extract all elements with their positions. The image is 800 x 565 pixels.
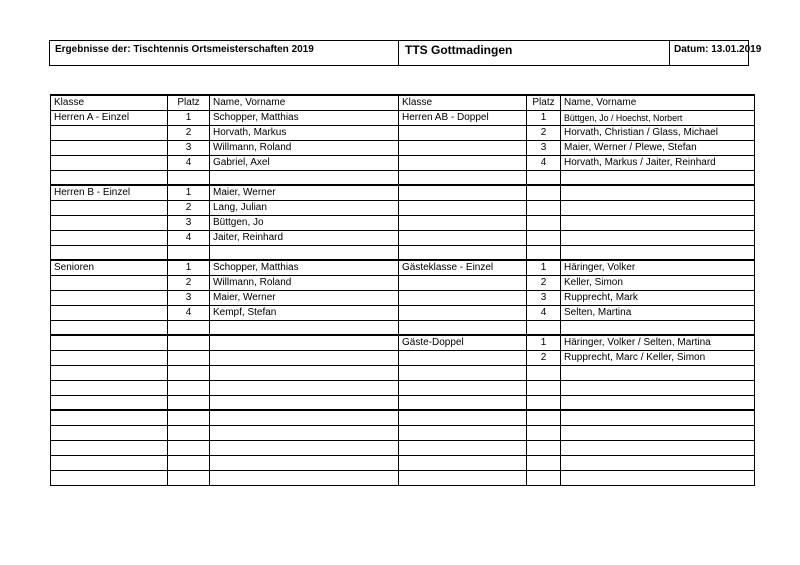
table-row: [51, 471, 755, 486]
cell-klasse-left: [51, 366, 168, 380]
cell-name-right: [561, 231, 755, 245]
cell-klasse-left: [51, 471, 168, 485]
col-name-right: Name, Vorname: [561, 96, 755, 110]
cell-name-right: Rupprecht, Marc / Keller, Simon: [561, 351, 755, 365]
cell-name-right: [561, 216, 755, 230]
cell-platz-right: [527, 231, 561, 245]
cell-platz-left: [168, 441, 210, 455]
cell-name-right: [561, 411, 755, 425]
cell-platz-right: [527, 471, 561, 485]
cell-name-right: Häringer, Volker: [561, 261, 755, 275]
cell-platz-right: [527, 186, 561, 200]
cell-platz-left: [168, 351, 210, 365]
cell-platz-right: 3: [527, 291, 561, 305]
cell-klasse-right: Gäste-Doppel: [399, 336, 527, 350]
cell-klasse-right: [399, 291, 527, 305]
cell-klasse-right: [399, 306, 527, 320]
cell-klasse-right: [399, 396, 527, 409]
cell-platz-left: 3: [168, 141, 210, 155]
cell-platz-left: 2: [168, 126, 210, 140]
cell-klasse-left: [51, 276, 168, 290]
cell-klasse-left: [51, 456, 168, 470]
cell-klasse-left: [51, 396, 168, 409]
cell-name-left: [210, 336, 399, 350]
header-date-cell: [670, 41, 762, 65]
cell-klasse-left: Herren A - Einzel: [51, 111, 168, 125]
cell-name-left: [210, 456, 399, 470]
event-date: Datum: 13.01.2019: [674, 44, 762, 55]
cell-klasse-left: [51, 426, 168, 440]
table-row: [51, 291, 755, 306]
cell-name-right: [561, 321, 755, 334]
cell-klasse-left: [51, 141, 168, 155]
cell-name-left: [210, 381, 399, 395]
cell-platz-right: [527, 201, 561, 215]
table-row: [51, 411, 755, 426]
cell-klasse-right: [399, 351, 527, 365]
cell-platz-left: [168, 426, 210, 440]
cell-klasse-left: [51, 441, 168, 455]
cell-name-left: Kempf, Stefan: [210, 306, 399, 320]
cell-klasse-right: [399, 366, 527, 380]
cell-name-right: [561, 396, 755, 409]
event-title: Ergebnisse der: Tischtennis Ortsmeisterschaften 2019: [55, 44, 314, 55]
cell-platz-right: 1: [527, 336, 561, 350]
col-klasse-right: Klasse: [399, 96, 527, 110]
cell-klasse-right: [399, 426, 527, 440]
cell-name-left: Willmann, Roland: [210, 276, 399, 290]
cell-platz-right: 2: [527, 126, 561, 140]
cell-platz-left: 3: [168, 291, 210, 305]
cell-klasse-left: [51, 411, 168, 425]
table-row: [51, 351, 755, 366]
cell-platz-left: 2: [168, 276, 210, 290]
cell-name-right: [561, 246, 755, 259]
cell-klasse-left: [51, 381, 168, 395]
cell-platz-right: [527, 321, 561, 334]
table-row: [51, 186, 755, 201]
cell-klasse-left: [51, 231, 168, 245]
cell-klasse-left: Herren B - Einzel: [51, 186, 168, 200]
cell-platz-right: [527, 441, 561, 455]
table-row: [51, 396, 755, 411]
cell-klasse-right: [399, 171, 527, 184]
header-club-cell: [399, 41, 670, 65]
cell-platz-left: 1: [168, 261, 210, 275]
cell-name-left: Büttgen, Jo: [210, 216, 399, 230]
cell-klasse-right: [399, 456, 527, 470]
table-row: [51, 231, 755, 246]
cell-name-right: [561, 381, 755, 395]
cell-name-left: Horvath, Markus: [210, 126, 399, 140]
header-box: [49, 40, 762, 66]
cell-name-right: Häringer, Volker / Selten, Martina: [561, 336, 755, 350]
cell-name-right: Horvath, Markus / Jaiter, Reinhard: [561, 156, 755, 170]
cell-platz-right: [527, 426, 561, 440]
table-row: [51, 276, 755, 291]
table-row: [51, 426, 755, 441]
cell-name-left: [210, 426, 399, 440]
cell-klasse-left: [51, 171, 168, 184]
cell-name-right: [561, 441, 755, 455]
cell-name-right: [561, 366, 755, 380]
cell-name-left: Maier, Werner: [210, 186, 399, 200]
cell-klasse-right: [399, 471, 527, 485]
cell-klasse-left: [51, 336, 168, 350]
cell-platz-left: [168, 246, 210, 259]
results-table: [50, 94, 755, 486]
cell-name-right: [561, 471, 755, 485]
cell-platz-right: [527, 411, 561, 425]
cell-name-left: [210, 366, 399, 380]
cell-platz-right: 1: [527, 111, 561, 125]
cell-platz-left: 3: [168, 216, 210, 230]
cell-platz-right: [527, 396, 561, 409]
cell-name-left: [210, 351, 399, 365]
cell-klasse-right: [399, 126, 527, 140]
table-header-row: [51, 96, 755, 111]
cell-name-left: Schopper, Matthias: [210, 261, 399, 275]
cell-name-right: Maier, Werner / Plewe, Stefan: [561, 141, 755, 155]
cell-klasse-right: [399, 441, 527, 455]
col-name-left: Name, Vorname: [210, 96, 399, 110]
cell-name-left: [210, 471, 399, 485]
table-row: [51, 111, 755, 126]
table-row: [51, 156, 755, 171]
cell-name-left: Gabriel, Axel: [210, 156, 399, 170]
cell-klasse-left: [51, 306, 168, 320]
table-row: [51, 216, 755, 231]
cell-klasse-left: [51, 126, 168, 140]
cell-platz-left: [168, 336, 210, 350]
table-row: [51, 126, 755, 141]
cell-klasse-left: [51, 291, 168, 305]
cell-klasse-right: Gästeklasse - Einzel: [399, 261, 527, 275]
cell-klasse-right: [399, 216, 527, 230]
col-platz-right: Platz: [527, 96, 561, 110]
cell-name-right: [561, 186, 755, 200]
cell-platz-right: [527, 216, 561, 230]
cell-klasse-right: [399, 186, 527, 200]
cell-platz-right: 1: [527, 261, 561, 275]
table-row: [51, 336, 755, 351]
cell-platz-right: 2: [527, 276, 561, 290]
table-row: [51, 321, 755, 336]
cell-platz-left: 4: [168, 156, 210, 170]
cell-platz-right: [527, 381, 561, 395]
cell-platz-left: 4: [168, 306, 210, 320]
cell-platz-left: [168, 366, 210, 380]
cell-platz-left: 1: [168, 186, 210, 200]
header-event-cell: [50, 41, 399, 65]
cell-platz-left: [168, 171, 210, 184]
cell-name-right: Horvath, Christian / Glass, Michael: [561, 126, 755, 140]
cell-name-left: [210, 246, 399, 259]
cell-platz-right: 4: [527, 156, 561, 170]
cell-name-right: Rupprecht, Mark: [561, 291, 755, 305]
cell-klasse-right: [399, 141, 527, 155]
cell-name-left: Willmann, Roland: [210, 141, 399, 155]
cell-platz-left: [168, 396, 210, 409]
cell-platz-left: 4: [168, 231, 210, 245]
table-row: [51, 306, 755, 321]
cell-platz-right: [527, 456, 561, 470]
cell-name-left: [210, 396, 399, 409]
cell-name-left: Lang, Julian: [210, 201, 399, 215]
cell-platz-right: [527, 171, 561, 184]
cell-name-right: Büttgen, Jo / Hoechst, Norbert: [561, 111, 755, 125]
cell-platz-right: [527, 246, 561, 259]
table-row: [51, 171, 755, 186]
cell-platz-left: [168, 471, 210, 485]
cell-name-right: Keller, Simon: [561, 276, 755, 290]
cell-name-left: Maier, Werner: [210, 291, 399, 305]
table-row: [51, 381, 755, 396]
cell-klasse-right: [399, 321, 527, 334]
cell-name-right: [561, 456, 755, 470]
cell-platz-left: [168, 456, 210, 470]
col-klasse-left: Klasse: [51, 96, 168, 110]
table-row: [51, 246, 755, 261]
cell-klasse-left: [51, 201, 168, 215]
table-row: [51, 456, 755, 471]
table-row: [51, 261, 755, 276]
cell-klasse-left: [51, 216, 168, 230]
table-row: [51, 441, 755, 456]
cell-name-right: [561, 171, 755, 184]
cell-klasse-left: Senioren: [51, 261, 168, 275]
cell-name-right: [561, 201, 755, 215]
cell-platz-left: [168, 321, 210, 334]
cell-name-left: [210, 411, 399, 425]
table-row: [51, 366, 755, 381]
cell-name-right: [561, 426, 755, 440]
cell-klasse-right: [399, 246, 527, 259]
cell-name-left: [210, 171, 399, 184]
cell-klasse-left: [51, 246, 168, 259]
cell-platz-left: [168, 411, 210, 425]
cell-klasse-right: [399, 381, 527, 395]
club-name: TTS Gottmadingen: [405, 43, 513, 57]
table-row: [51, 141, 755, 156]
cell-klasse-right: [399, 156, 527, 170]
cell-klasse-left: [51, 156, 168, 170]
cell-klasse-left: [51, 351, 168, 365]
cell-name-left: Schopper, Matthias: [210, 111, 399, 125]
col-platz-left: Platz: [168, 96, 210, 110]
cell-klasse-right: [399, 276, 527, 290]
cell-platz-right: 4: [527, 306, 561, 320]
cell-name-right: Selten, Martina: [561, 306, 755, 320]
cell-platz-left: 2: [168, 201, 210, 215]
cell-klasse-left: [51, 321, 168, 334]
cell-klasse-right: [399, 411, 527, 425]
cell-klasse-right: Herren AB - Doppel: [399, 111, 527, 125]
cell-platz-left: 1: [168, 111, 210, 125]
cell-platz-left: [168, 381, 210, 395]
cell-platz-right: [527, 366, 561, 380]
cell-name-left: Jaiter, Reinhard: [210, 231, 399, 245]
cell-platz-right: 2: [527, 351, 561, 365]
cell-name-left: [210, 441, 399, 455]
cell-platz-right: 3: [527, 141, 561, 155]
table-row: [51, 201, 755, 216]
cell-klasse-right: [399, 201, 527, 215]
cell-name-left: [210, 321, 399, 334]
cell-klasse-right: [399, 231, 527, 245]
